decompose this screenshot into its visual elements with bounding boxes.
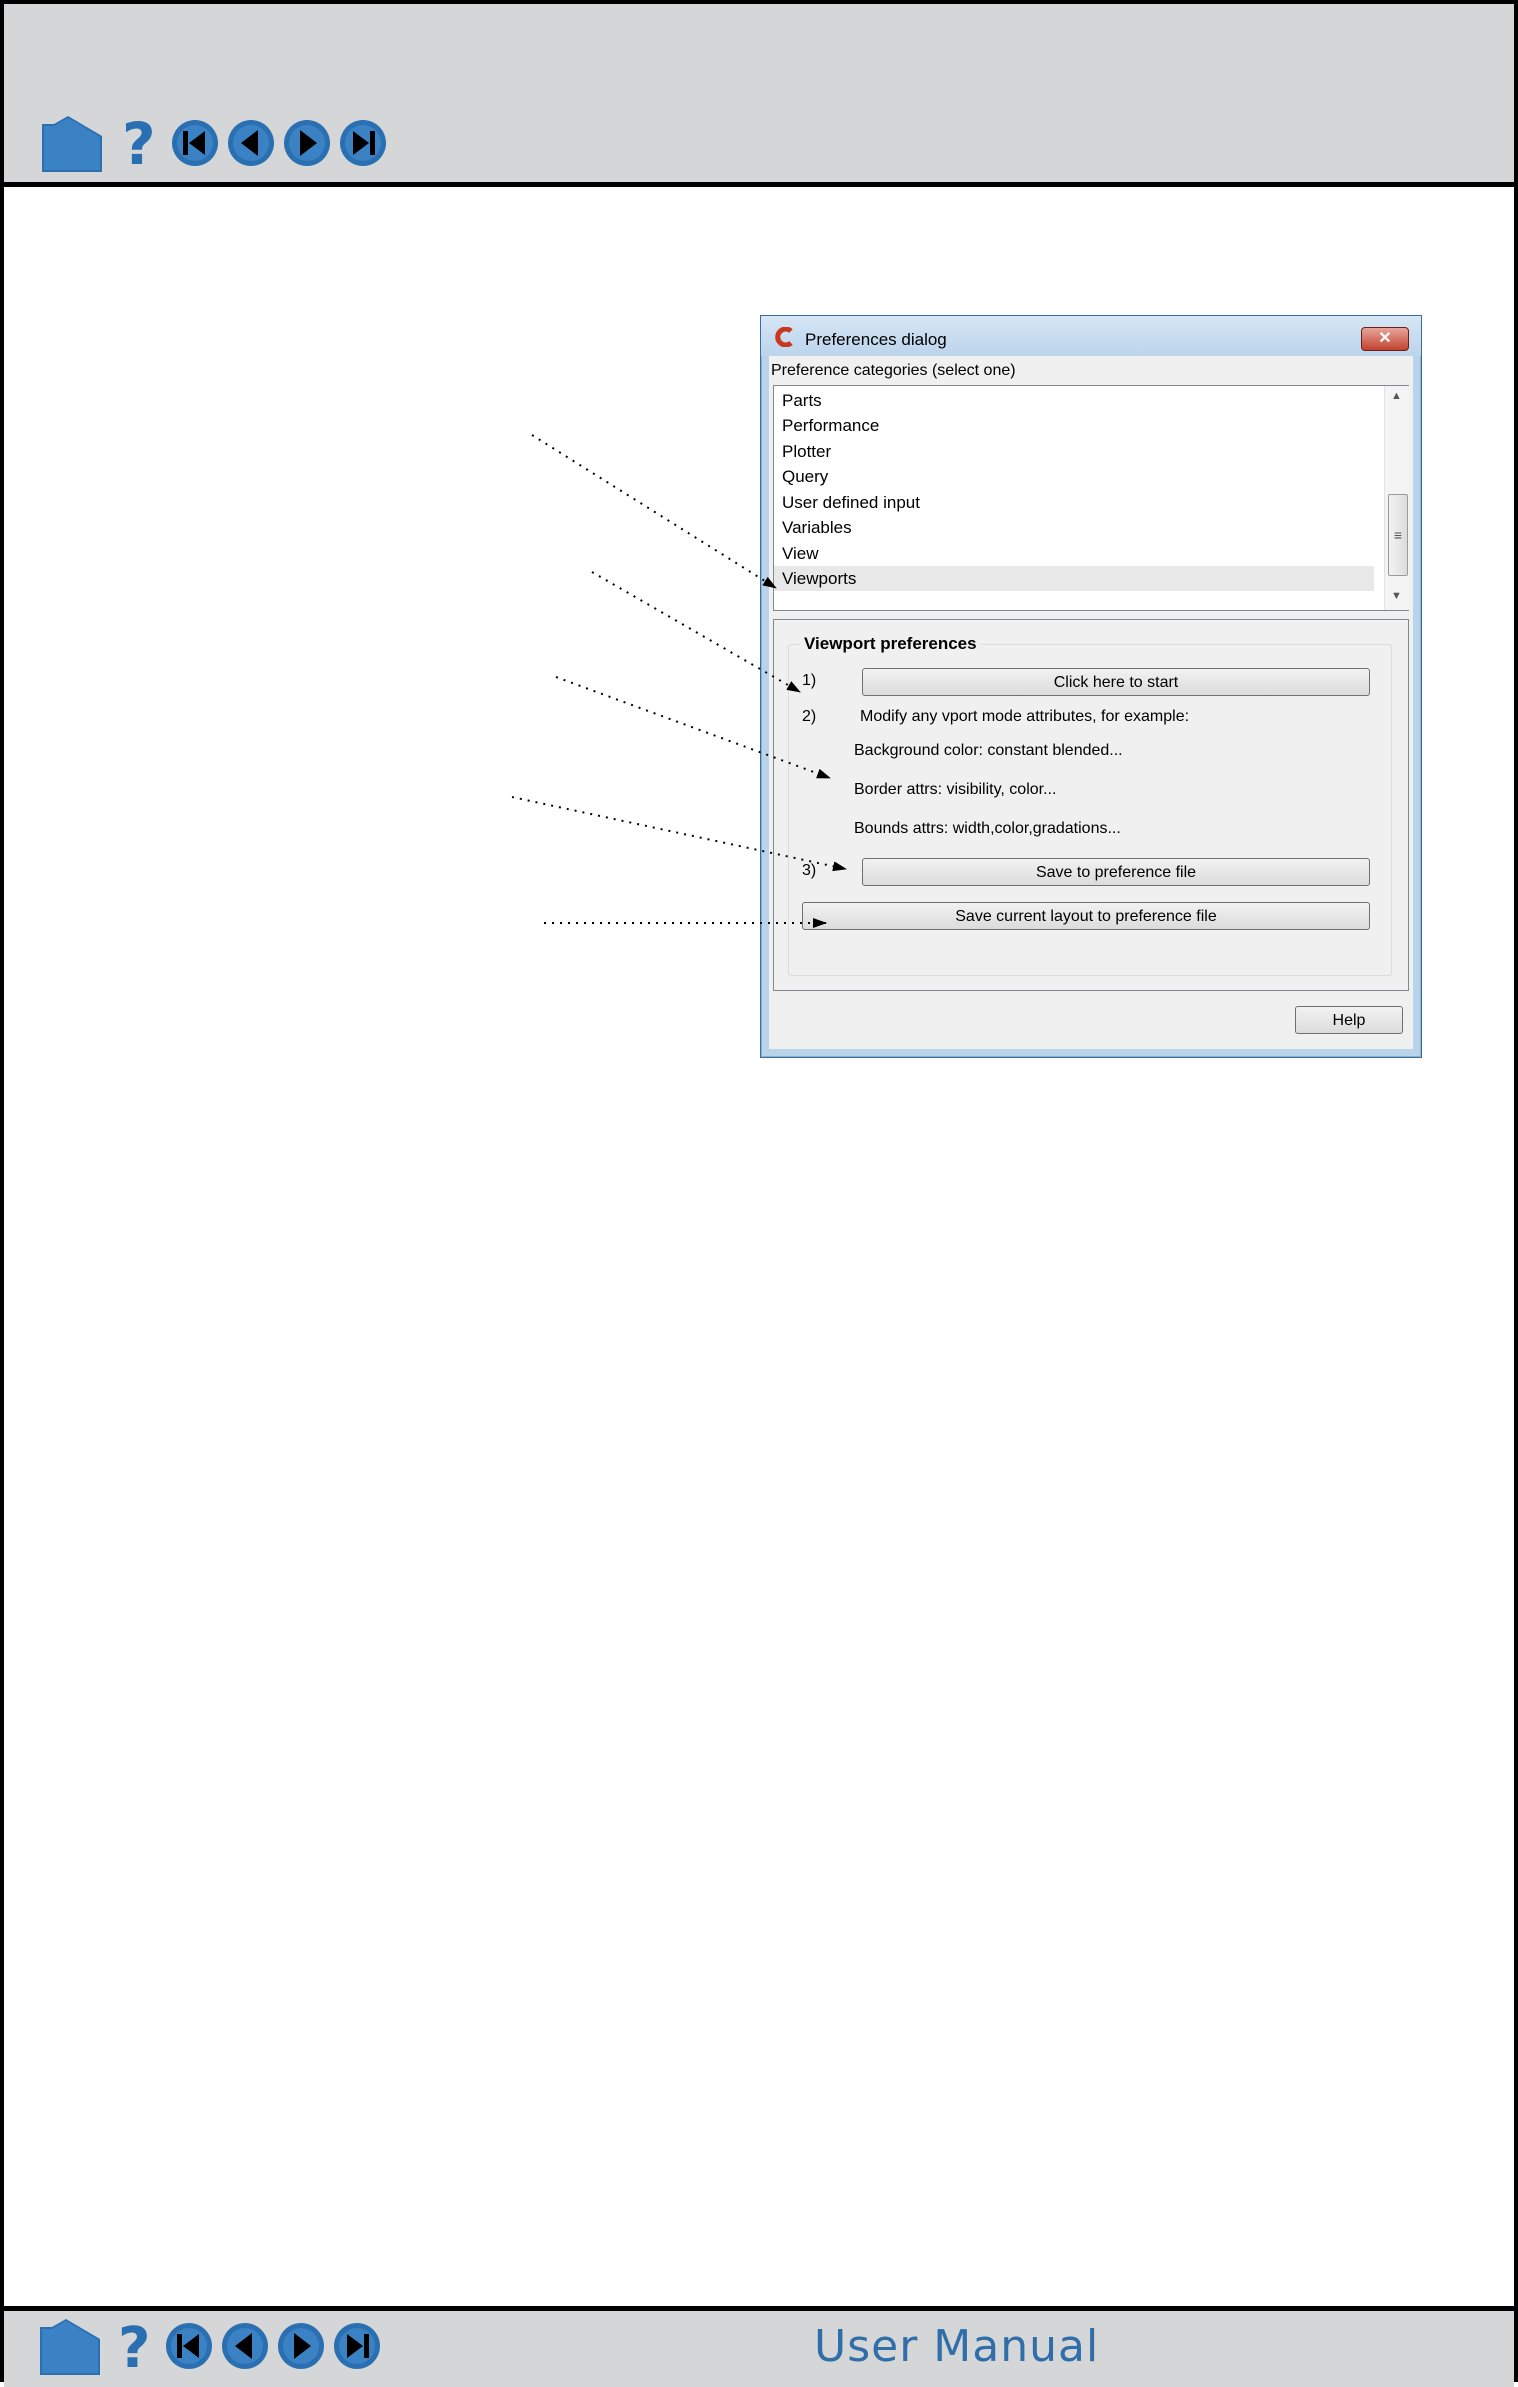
step1-number: 1): [802, 672, 817, 689]
click-here-to-start-button[interactable]: Click here to start: [862, 668, 1370, 696]
list-item-plotter[interactable]: Plotter: [782, 442, 832, 461]
footer-title: User Manual: [814, 2321, 1100, 2372]
scroll-down-icon[interactable]: ▼: [1391, 590, 1402, 602]
list-item-variables[interactable]: Variables: [782, 518, 852, 537]
arrow-to-start-button: [592, 572, 800, 692]
scroll-up-icon[interactable]: ▲: [1391, 390, 1402, 402]
arrow-to-viewports: [532, 435, 776, 588]
example-border-attrs: Border attrs: visibility, color...: [854, 781, 1057, 798]
help-button[interactable]: Help: [1295, 1006, 1403, 1034]
group-title: Viewport preferences: [800, 634, 981, 654]
step2-text: Modify any vport mode attributes, for example:: [860, 708, 1190, 725]
svg-text:?: ?: [122, 114, 156, 172]
last-page-icon[interactable]: [332, 2321, 382, 2371]
svg-text:?: ?: [118, 2317, 151, 2375]
list-item-query[interactable]: Query: [782, 467, 829, 486]
categories-label: Preference categories (select one): [771, 362, 1016, 379]
bottom-nav-bar: [4, 2306, 1514, 2387]
list-item-parts[interactable]: Parts: [782, 391, 822, 410]
arrow-to-attributes: [556, 677, 830, 778]
save-to-preference-file-button[interactable]: Save to preference file: [862, 858, 1370, 886]
help-icon[interactable]: [112, 2317, 158, 2375]
example-bounds-attrs: Bounds attrs: width,color,gradations...: [854, 820, 1121, 837]
arrow-to-save-button: [512, 797, 846, 869]
list-item-performance[interactable]: Performance: [782, 416, 880, 435]
list-item-user-defined-input[interactable]: User defined input: [782, 493, 920, 512]
prev-page-icon[interactable]: [220, 2321, 270, 2371]
list-item-view[interactable]: View: [782, 544, 819, 563]
close-icon: ✕: [1378, 330, 1392, 347]
scroll-thumb[interactable]: ≡: [1388, 494, 1408, 576]
first-page-icon[interactable]: [164, 2321, 214, 2371]
step2-number: 2): [802, 708, 817, 725]
dialog-title: Preferences dialog: [805, 330, 947, 349]
next-page-icon[interactable]: [276, 2321, 326, 2371]
step3-number: 3): [802, 862, 817, 879]
example-background-color: Background color: constant blended...: [854, 742, 1123, 759]
save-current-layout-button[interactable]: Save current layout to preference file: [802, 902, 1370, 930]
bottom-nav-icons: [36, 2317, 388, 2375]
list-item-viewports[interactable]: Viewports: [774, 566, 1374, 591]
home-icon[interactable]: [36, 2317, 106, 2375]
